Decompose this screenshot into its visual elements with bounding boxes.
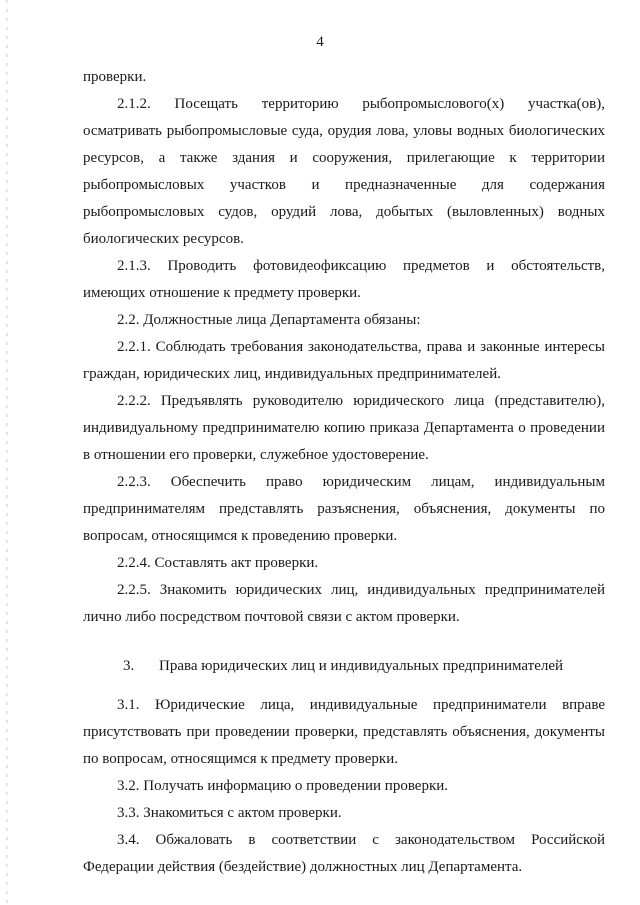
section-3-title: Права юридических лиц и индивидуальных предпринимателей <box>159 658 564 674</box>
section-3-paragraphs <box>83 692 605 881</box>
section-3-heading <box>83 653 605 680</box>
paragraph: проверки. <box>83 69 147 85</box>
paragraph: 3.2. Получать информацию о проведении проверки. <box>117 778 449 794</box>
paragraph: 3.3. Знакомиться с актом проверки. <box>117 805 342 821</box>
paragraph: 2.2.5. Знакомить юридических лиц, индивидуальных предпринимателей лично либо посредством почтовой связи с актом проверки. <box>83 582 605 625</box>
document-body <box>83 64 605 881</box>
paragraph: 3.1. Юридические лица, индивидуальные предприниматели вправе присутствовать при проведении проверки, представлять объяснения, документы по вопросам, относящимся к предмету проверки. <box>83 697 605 767</box>
section-2-paragraphs <box>83 64 605 631</box>
paragraph: 2.1.2. Посещать территорию рыбопромыслового(х) участка(ов), осматривать рыбопромысловые суда, орудия лова, уловы водных биологических ресурсов, а также здания и сооружения, прилегающие к территории рыбопромысловых участков и предназначенные для содержания рыбопромысловых судов, орудий лова, добытых (выловленных) водных биологических ресурсов. <box>83 96 605 247</box>
page-number: 4 <box>316 34 324 50</box>
paragraph: 2.2.4. Составлять акт проверки. <box>117 555 319 571</box>
scan-edge-mark <box>6 0 8 905</box>
paragraph: 2.2.1. Соблюдать требования законодательства, права и законные интересы граждан, юридических лиц, индивидуальных предпринимателей. <box>83 339 605 382</box>
paragraph: 2.2. Должностные лица Департамента обязаны: <box>117 312 421 328</box>
paragraph: 3.4. Обжаловать в соответствии с законодательством Российской Федерации действия (бездействие) должностных лиц Департамента. <box>83 832 605 875</box>
paragraph: 2.2.3. Обеспечить право юридическим лицам, индивидуальным предпринимателям представлять разъяснения, объяснения, документы по вопросам, относящимся к проведению проверки. <box>83 474 605 544</box>
paragraph: 2.1.3. Проводить фотовидеофиксацию предметов и обстоятельств, имеющих отношение к предмету проверки. <box>83 258 605 301</box>
section-3-number: 3. <box>123 658 135 674</box>
paragraph: 2.2.2. Предъявлять руководителю юридического лица (представителю), индивидуальному предпринимателю копию приказа Департамента о проведении в отношении его проверки, служебное удостоверение. <box>83 393 605 463</box>
